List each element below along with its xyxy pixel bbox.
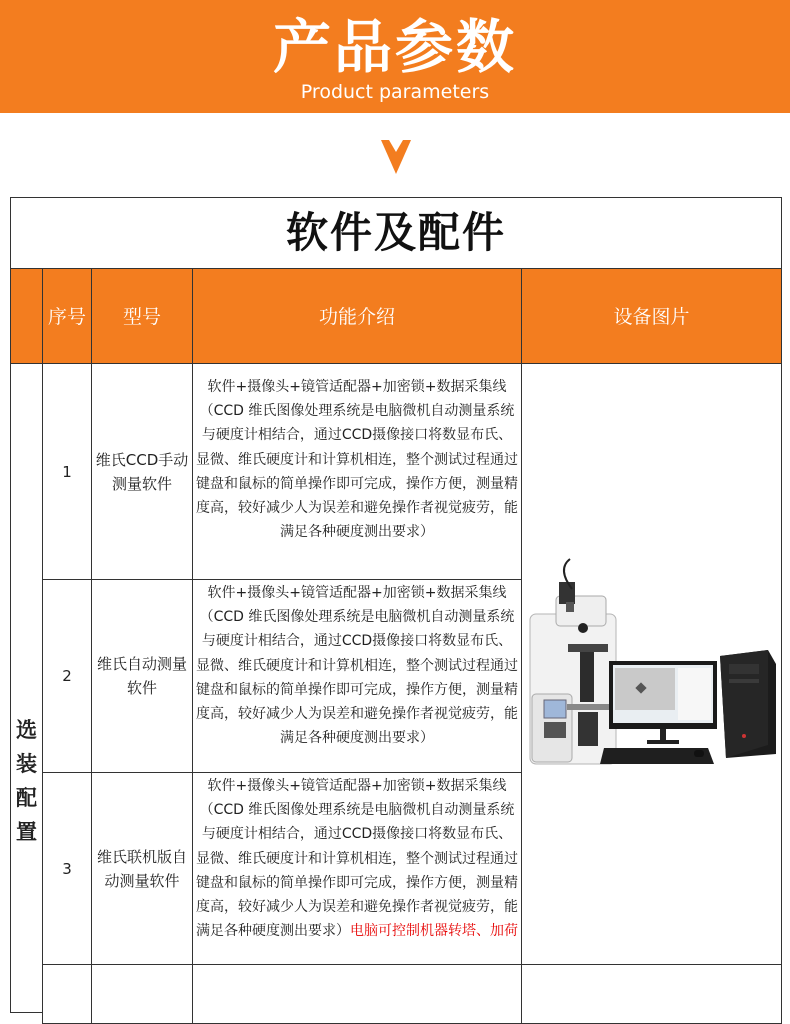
header-function: 功能介绍 — [192, 268, 522, 364]
monitor-illustration — [609, 661, 717, 744]
pc-tower-illustration — [720, 650, 776, 758]
row-1-description: 软件+摄像头+镜管适配器+加密锁+数据采集线（CCD 维氏图像处理系统是电脑微机自动测量系统与硬度计相结合，通过CCD摄像接口将数显布氏、显微、维氏硬度计和计算机相连，整个测试过程通过键盘和鼠标的简单操作即可完成，操作方便，测量精度高，较好减少人为误差和避免操作者视觉疲劳，能满足各种硬度测出要求） — [192, 363, 522, 580]
header-image: 设备图片 — [521, 268, 782, 364]
section-title: 软件及配件 — [10, 197, 782, 269]
row-1-model: 维氏CCD手动测量软件 — [91, 363, 193, 580]
header-banner — [0, 0, 790, 113]
keyboard-illustration — [600, 748, 714, 764]
row-3-index: 3 — [42, 772, 92, 965]
hardness-tester-system-image — [522, 364, 781, 964]
row-2-index: 2 — [42, 579, 92, 773]
chevron-down-icon — [381, 140, 411, 174]
hardness-tester-illustration — [530, 559, 616, 764]
group-label-cell — [10, 363, 43, 1013]
header-blank — [10, 268, 43, 364]
row-1-index: 1 — [42, 363, 92, 580]
row-4-image — [521, 964, 782, 1024]
header-model: 型号 — [91, 268, 193, 364]
row-3-model: 维氏联机版自动测量软件 — [91, 772, 193, 965]
page-subtitle: Product parameters — [300, 81, 490, 103]
row-2-description: 软件+摄像头+镜管适配器+加密锁+数据采集线（CCD 维氏图像处理系统是电脑微机自动测量系统与硬度计相结合，通过CCD摄像接口将数显布氏、显微、维氏硬度计和计算机相连，整个测试过程通过键盘和鼠标的简单操作即可完成，操作方便，测量精度高，较好减少人为误差和避免操作者视觉疲劳，能满足各种硬度测出要求） — [192, 579, 522, 773]
row-4-index — [42, 964, 92, 1024]
row-4-model — [91, 964, 193, 1024]
row-3-note: 电脑可控制机器转塔、加荷 — [350, 923, 518, 940]
header-index: 序号 — [42, 268, 92, 364]
page-title: 产品参数 — [272, 13, 517, 81]
row-4-description — [192, 964, 522, 1024]
row-2-model: 维氏自动测量软件 — [91, 579, 193, 773]
equipment-image-cell — [521, 363, 782, 965]
row-3-description: 软件+摄像头+镜管适配器+加密锁+数据采集线（CCD 维氏图像处理系统是电脑微机自动测量系统与硬度计相结合，通过CCD摄像接口将数显布氏、显微、维氏硬度计和计算机相连，整个测试过程通过键盘和鼠标的简单操作即可完成，操作方便，测量精度高，较好减少人为误差和避免操作者视觉疲劳，能满足各种硬度测出要求）电脑可控制机器转塔、加荷 — [192, 772, 522, 965]
group-label: 选装配置 — [16, 718, 37, 844]
